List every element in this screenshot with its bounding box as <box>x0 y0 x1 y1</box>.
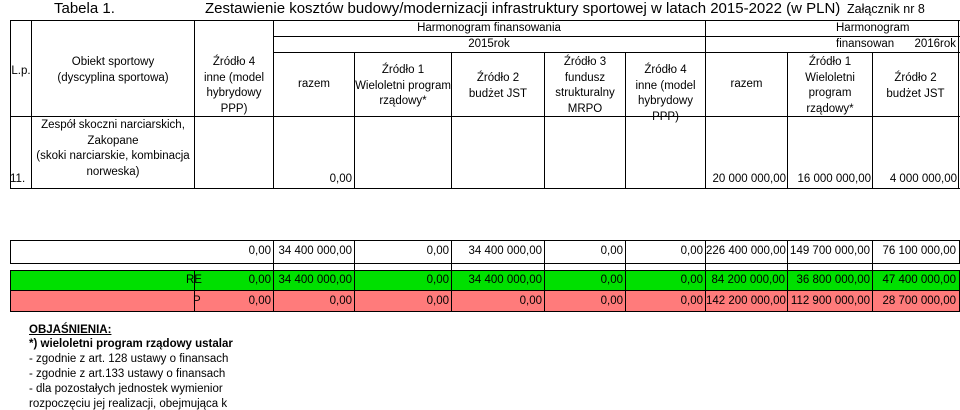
red-row-cell: 0,00 <box>519 295 542 307</box>
total-row-cell: 0,00 <box>426 245 449 257</box>
row-lp: 11. <box>10 173 26 185</box>
green-row-cell: 0,00 <box>680 274 703 286</box>
schedule-2016-year: 2016rok <box>914 38 956 50</box>
row-source1-2016: 16 000 000,00 <box>797 173 871 185</box>
object-header: Obiekt sportowy (dyscyplina sportowa) <box>57 56 169 84</box>
page-title: Zestawienie kosztów budowy/modernizacji infrastruktury sportowej w latach 2015-2022 (w PLN) <box>205 0 841 17</box>
red-row-cell: 0,00 <box>248 295 271 307</box>
green-row-cell: 0,00 <box>600 274 623 286</box>
total-row-cell: 0,00 <box>680 245 703 257</box>
green-row-cell: 47 400 000,00 <box>882 274 956 286</box>
red-row-cell: 28 700 000,00 <box>882 295 956 307</box>
source4-top-header: Źródło 4 inne (model hybrydowy PPP) <box>203 56 265 115</box>
green-row-cell: 34 400 000,00 <box>278 274 352 286</box>
row-total-2016: 20 000 000,00 <box>712 173 786 185</box>
red-row-cell: 0,00 <box>680 295 703 307</box>
total-row-cell: 149 700 000,00 <box>790 245 870 257</box>
total-2015-header: razem <box>298 78 330 90</box>
total-row-cell: 0,00 <box>248 245 271 257</box>
schedule-2015-year: 2015rok <box>468 38 510 50</box>
green-row-cell: 84 200 000,00 <box>711 274 785 286</box>
row-source2-2016: 4 000 000,00 <box>889 173 957 185</box>
schedule-2015-label: Harmonogram finansowania <box>417 22 561 34</box>
green-row-label: RE <box>186 274 202 286</box>
note-line: *) wieloletni program rządowy ustalar <box>29 338 233 350</box>
source4-2015-header: Źródło 4 inne (model hybrydowy PPP) <box>635 64 696 123</box>
note-line: - dla pozostałych jednostek wymienior <box>29 383 223 395</box>
note-line: - zgodnie z art.133 ustawy o finansach <box>29 368 226 380</box>
lp-header: L.p. <box>11 65 31 77</box>
source2-2015-header: Źródło 2 budżet JST <box>468 72 528 100</box>
note-line: rozpoczęciu jej realizacji, obejmująca k <box>29 398 228 410</box>
source1-2015-header: Źródło 1 Wieloletni program rządowy* <box>355 64 451 107</box>
total-row-cell: 34 400 000,00 <box>278 245 352 257</box>
notes-heading: OBJAŚNIENIA: <box>29 324 112 336</box>
table-number: Tabela 1. <box>54 0 115 17</box>
green-row-cell: 0,00 <box>248 274 271 286</box>
source1-2016-header: Źródło 1 Wieloletni program rządowy* <box>805 56 855 115</box>
total-row-cell: 34 400 000,00 <box>468 245 542 257</box>
total-row-cell: 226 400 000,00 <box>706 245 786 257</box>
red-row-label: P <box>193 295 201 307</box>
red-row-cell: 112 900 000,00 <box>790 295 870 307</box>
source3-2015-header: Źródło 3 fundusz strukturalny MRPO <box>555 56 615 115</box>
red-row-cell: 142 200 000,00 <box>706 295 786 307</box>
row-total-2015: 0,00 <box>329 173 352 185</box>
green-row-cell: 34 400 000,00 <box>468 274 542 286</box>
total-row-cell: 76 100 000,00 <box>882 245 956 257</box>
total-row-cell: 0,00 <box>600 245 623 257</box>
red-row-cell: 0,00 <box>426 295 449 307</box>
annex-label: Załącznik nr 8 <box>847 2 925 16</box>
source2-2016-header: Źródło 2 budżet JST <box>886 72 945 100</box>
total-2016-header: razem <box>730 78 763 90</box>
green-row-cell: 0,00 <box>426 274 449 286</box>
schedule-2016-label: Harmonogram finansowan <box>836 22 910 50</box>
red-row-cell: 0,00 <box>329 295 352 307</box>
red-row-cell: 0,00 <box>600 295 623 307</box>
row-object-name: Zespół skoczni narciarskich, Zakopane (skoki narciarskie, kombinacja norweska) <box>36 119 190 178</box>
note-line: - zgodnie z art. 128 ustawy o finansach <box>29 353 229 365</box>
green-row-cell: 36 800 000,00 <box>796 274 870 286</box>
